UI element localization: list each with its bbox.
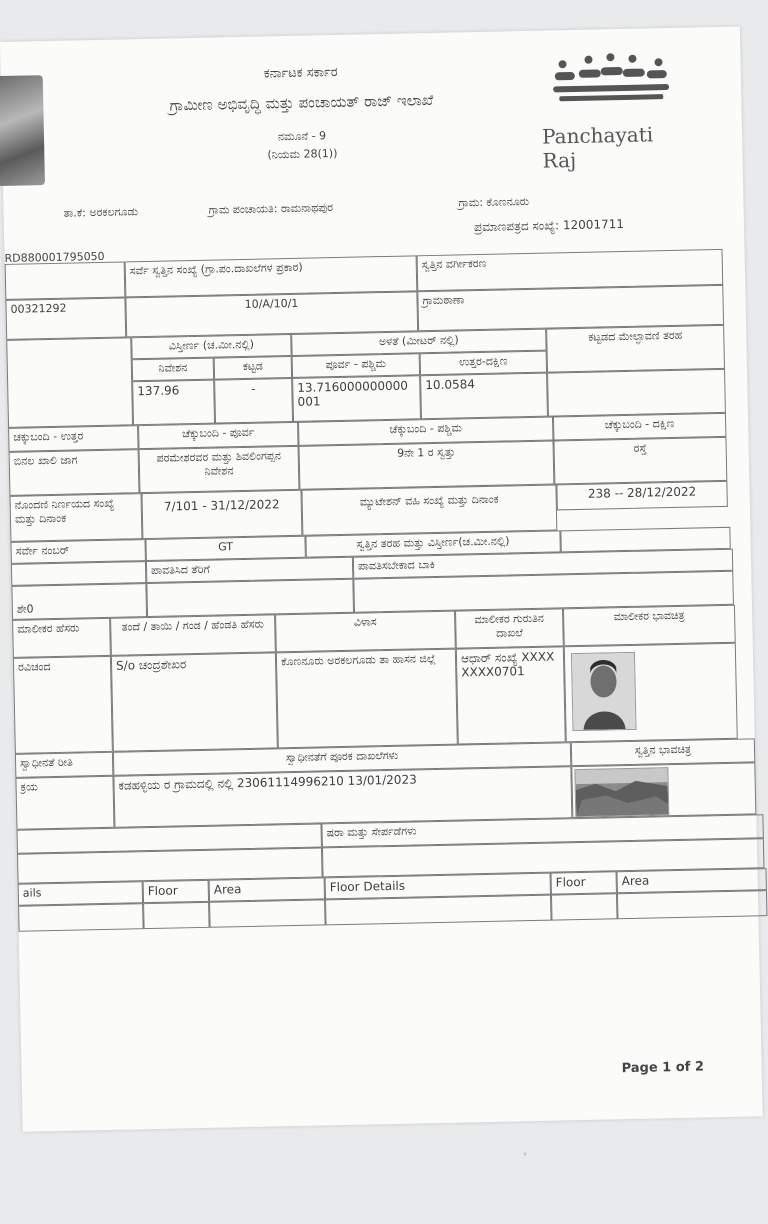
village: ಗ್ರಾಮ: ಕೊಣನೂರು xyxy=(458,194,530,210)
floor-row-cell xyxy=(18,903,144,932)
panchayati-raj-people-icon xyxy=(550,52,671,105)
owner-photo-cell xyxy=(564,643,738,743)
tax-paid-label: ಪಾವತಿಸಿದ ತೆರಿಗೆ xyxy=(146,557,353,583)
boundary-north-value: ಬಿನಲ ಖಾಲಿ ಜಾಗ xyxy=(9,449,140,496)
property-photo-label: ಸ್ವತ್ತಿನ ಭಾವಚಿತ್ರ xyxy=(571,738,755,766)
mutation-label: ಮ್ಯುಟೇಶನ್ ವಹಿ ಸಂಖ್ಯೆ ಮತ್ತು ದಿನಾಂಕ xyxy=(301,484,557,535)
floor-details-header: Floor Details xyxy=(325,873,551,900)
area-header-2: Area xyxy=(617,868,767,893)
dimension-label: ವಿಸ್ತೀರ್ಣ (ಚ.ಮೀ.ನಲ್ಲಿ) xyxy=(131,334,291,359)
registration-value: 7/101 - 31/12/2022 xyxy=(141,490,302,539)
north-south-label: ಉತ್ತರ-ದಕ್ಷಿಣ xyxy=(420,351,547,376)
govt-title: ಕರ್ನಾಟಕ ಸರ್ಕಾರ xyxy=(263,64,338,82)
owner-photo xyxy=(571,652,637,731)
floor-row-cell xyxy=(617,890,768,919)
deed-label: ಸರ್ವೇ ನಂಬರ್ xyxy=(10,539,145,564)
documents-value: ಕಡಹಳ್ಳಿಯ ರ ಗ್ರಾಮದಲ್ಲಿ ನಲ್ಲಿ 23061114996210 13/01/2023 xyxy=(113,766,572,828)
owner-name: ರವಿಚಂದ xyxy=(13,656,113,754)
floor-header: Floor xyxy=(143,880,209,903)
east-west-length: 13.716000000000001 xyxy=(292,375,421,422)
owner-id-label: ಮಾಲೀಕರ ಗುರುತಿನ ದಾಖಲೆ xyxy=(455,608,564,648)
blank-cell xyxy=(6,337,133,428)
site-area: 137.96 xyxy=(132,380,215,426)
document-page xyxy=(0,27,763,1162)
registration-label: ನೊಂದಣಿ ನಿರ್ಣಯದ ಸಂಖ್ಯೆ ಮತ್ತು ದಿನಾಂಕ xyxy=(10,493,143,542)
building-type-value xyxy=(547,369,726,417)
north-south-length: 10.0584 xyxy=(420,373,548,420)
details-label: ails xyxy=(18,881,143,906)
boundary-east-value: ಪರಮೇಶರವರ ಮತ್ತು ಶಿವಲಿಂಗಪ್ಪನ ನಿವೇಶನ xyxy=(139,446,300,493)
page-number: Page 1 of 2 xyxy=(621,1059,705,1077)
length-label: ಅಳತೆ (ಮೀಟರ್ ನಲ್ಲಿ) xyxy=(291,329,546,356)
floor-row-cell xyxy=(551,893,618,920)
tax-paid-value xyxy=(146,579,354,617)
boundary-south-label: ಚೆಕ್ಕುಬಂದಿ - ದಕ್ಷಿಣ xyxy=(553,413,726,441)
remarks-label: ಷರಾ ಮತ್ತು ಸೇರ್ಪಡೆಗಳು xyxy=(321,814,763,847)
boundary-east-label: ಚೆಕ್ಕುಬಂದಿ - ಪೂರ್ವ xyxy=(138,422,298,449)
dept-title: ಗ್ರಾಮೀಣ ಅಭಿವೃದ್ಧಿ ಮತ್ತು ಪಂಚಾಯತ್ ರಾಜ್ ಇಲಾಖೆ xyxy=(169,90,434,115)
mutation-value: 238 -- 28/12/2022 xyxy=(556,481,728,511)
site-label: ನಿವೇಶನ xyxy=(132,358,214,382)
tax-row-label: ಶೇ0 xyxy=(11,583,147,620)
row-id: 00321292 xyxy=(5,297,126,340)
government-emblem-image xyxy=(0,75,45,186)
blank-cell xyxy=(5,261,126,300)
certificate-number: ಪ್ರಮಾಣಪತ್ರದ ಸಂಖ್ಯೆ: 12001711 xyxy=(473,216,625,235)
property-photo xyxy=(574,767,669,817)
form-number: ನಮೂನೆ - 9 xyxy=(277,129,327,144)
owner-address: ಕೊಣನೂರು ಅರಕಲಗೂಡು ತಾ ಹಾಸನ ಜಿಲ್ಲೆ xyxy=(276,649,458,749)
survey-no-label: ಸರ್ವೆ ಸ್ವತ್ತಿನ ಸಂಖ್ಯೆ (ಗ್ರಾ.ಪಂ.ದಾಖಲೆಗಳ ಪ್ರಕಾರ) xyxy=(125,255,418,297)
boundary-south-value: ರಸ್ತೆ xyxy=(553,437,727,485)
owner-name-label: ಮಾಲೀಕರ ಹೆಸರು xyxy=(12,618,111,658)
address-label: ವಿಳಾಸ xyxy=(275,611,456,653)
deed-value: GT xyxy=(145,536,305,561)
father-name-label: ತಂದೆ / ತಾಯಿ / ಗಂಡ / ಹೆಂಡತಿ ಹೆಸರು xyxy=(110,614,276,655)
page-speck: ᵞ xyxy=(523,1151,527,1162)
rule-number: (ನಿಯಮ 28(1)) xyxy=(267,146,338,162)
floor-row-cell xyxy=(325,895,551,926)
father-name: S/o ಚಂದ್ರಶೇಖರ xyxy=(111,652,278,751)
boundary-west-label: ಚೆಕ್ಕುಬಂದಿ - ಪಶ್ಚಿಮ xyxy=(298,417,553,446)
east-west-label: ಪೂರ್ವ - ಪಶ್ಚಿಮ xyxy=(292,353,420,378)
property-type-label: ಸ್ವತ್ತಿನ ತರಹ ಮತ್ತು ವಿಸ್ತೀರ್ಣ(ಚ.ಮೀ.ನಲ್ಲಿ) xyxy=(305,530,560,557)
taluk: ತಾ.ಕೆ: ಅರಕಲಗೂಡು xyxy=(63,205,139,220)
reference-id: RD880001795050 xyxy=(4,249,105,265)
floor-row-cell xyxy=(143,902,210,929)
panchayati-raj-logo xyxy=(540,52,682,173)
boundary-west-value: 9ನೇ 1 ರ ಸ್ವತ್ತು xyxy=(299,440,555,489)
owner-id-value: ಆಧಾರ್ ಸಂಖ್ಯೆ XXXXXXXX0701 xyxy=(456,646,566,744)
boundary-north-label: ಚಕ್ಕುಬಂದಿ - ಉತ್ತರ xyxy=(8,425,138,452)
blank-cell xyxy=(11,561,146,586)
floor-row-cell xyxy=(209,899,326,927)
building-area: - xyxy=(214,378,293,424)
acquisition-value: ಕ್ರಯ xyxy=(15,776,114,830)
gram-panchayat: ಗ್ರಾಮ ಪಂಚಾಯತಿ: ರಾಮನಾಥಪುರ xyxy=(208,201,334,217)
property-photo-cell xyxy=(571,762,756,818)
tax-due-label: ಪಾವತಿಸಬೇಕಾದ ಬಾಕಿ xyxy=(353,549,733,579)
building-type-label: ಕಟ್ಟಡದ ಮೇಲ್ಛಾವಣಿ ತರಹ xyxy=(546,325,725,373)
documents-label: ಸ್ವಾಧೀನತೆಗೆ ಪೂರಕ ದಾಖಲೆಗಳು xyxy=(113,742,571,776)
building-label: ಕಟ್ಟಡ xyxy=(214,356,292,380)
acquisition-label: ಸ್ವಾಧೀನತೆ ರೀತಿ xyxy=(15,752,113,778)
property-class: ಗ್ರಾಮಠಾಣಾ xyxy=(417,285,724,331)
property-class-label: ಸ್ವತ್ತಿನ ವರ್ಗೀಕರಣ xyxy=(417,249,724,291)
area-header: Area xyxy=(209,877,325,901)
floor-header-2: Floor xyxy=(551,871,617,894)
owner-photo-label: ಮಾಲೀಕರ ಭಾವಚಿತ್ರ xyxy=(563,605,736,647)
panchayati-raj-text: Panchayati Raj xyxy=(541,122,654,173)
property-number: 10/A/10/1 xyxy=(125,291,418,337)
